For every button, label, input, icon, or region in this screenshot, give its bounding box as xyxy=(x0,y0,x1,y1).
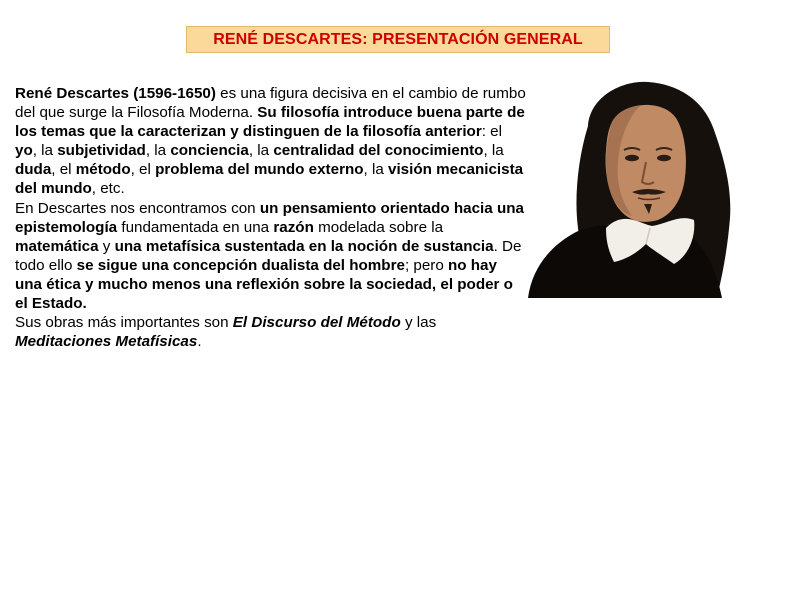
paragraph-intro xyxy=(15,84,527,199)
eye-left xyxy=(625,155,639,161)
text-bold: razón xyxy=(273,218,314,236)
text-bold: yo xyxy=(15,142,33,160)
book-title: Meditaciones Metafísicas xyxy=(15,333,198,351)
paragraph-works xyxy=(15,313,527,351)
paragraph-thought xyxy=(15,199,527,314)
text-bold: René Descartes (1596-1650) xyxy=(15,85,216,102)
text: , la xyxy=(363,161,389,179)
text-bold: una metafísica sustentada en la noción de sustancia xyxy=(114,237,494,255)
text: , la xyxy=(32,142,58,160)
text-bold: subjetividad xyxy=(57,142,146,160)
text: , la xyxy=(483,142,504,160)
text: Sus obras más importantes son xyxy=(15,314,233,332)
text-bold: se sigue una concepción dualista del hombre xyxy=(76,256,405,274)
text: , etc. xyxy=(91,180,125,198)
text: modelada sobre la xyxy=(313,218,444,236)
text-bold: conciencia xyxy=(170,142,249,160)
text-bold: método xyxy=(75,161,131,179)
text-bold: matemática xyxy=(15,237,99,255)
text: , el xyxy=(51,161,76,179)
text-bold: Su filosofía introduce buena parte de los temas que la caracterizan y distinguen de la filosofía anterior xyxy=(15,104,525,141)
text: y las xyxy=(400,314,437,332)
text: En Descartes nos encontramos con xyxy=(15,199,260,217)
text: y xyxy=(98,237,115,255)
text: fundamentada en una xyxy=(117,218,274,236)
main-text xyxy=(15,84,527,351)
text: ; pero xyxy=(404,256,448,274)
text: , la xyxy=(248,142,274,160)
text-bold: un pensamiento orientado hacia una epistemología xyxy=(15,199,524,236)
text: , el xyxy=(130,161,156,179)
text: . De todo ello xyxy=(15,237,522,274)
title-banner xyxy=(186,26,610,53)
text-bold: visión mecanicista del mundo xyxy=(15,161,524,198)
text-bold: duda xyxy=(15,161,52,179)
page-title: RENÉ DESCARTES: PRESENTACIÓN GENERAL xyxy=(213,30,583,48)
text-bold: no hay una ética y mucho menos una reflexión sobre la sociedad, el poder o el Estado. xyxy=(15,256,513,313)
text: es una figura decisiva en el cambio de rumbo del que surge la Filosofía Moderna. xyxy=(15,85,526,122)
text: . xyxy=(197,333,202,351)
descartes-portrait xyxy=(528,78,740,298)
text: , la xyxy=(145,142,171,160)
text-bold: centralidad del conocimiento xyxy=(273,142,484,160)
eye-right xyxy=(657,155,671,161)
text-bold: problema del mundo externo xyxy=(155,161,364,179)
book-title: El Discurso del Método xyxy=(232,314,401,332)
text: : el xyxy=(481,123,502,141)
